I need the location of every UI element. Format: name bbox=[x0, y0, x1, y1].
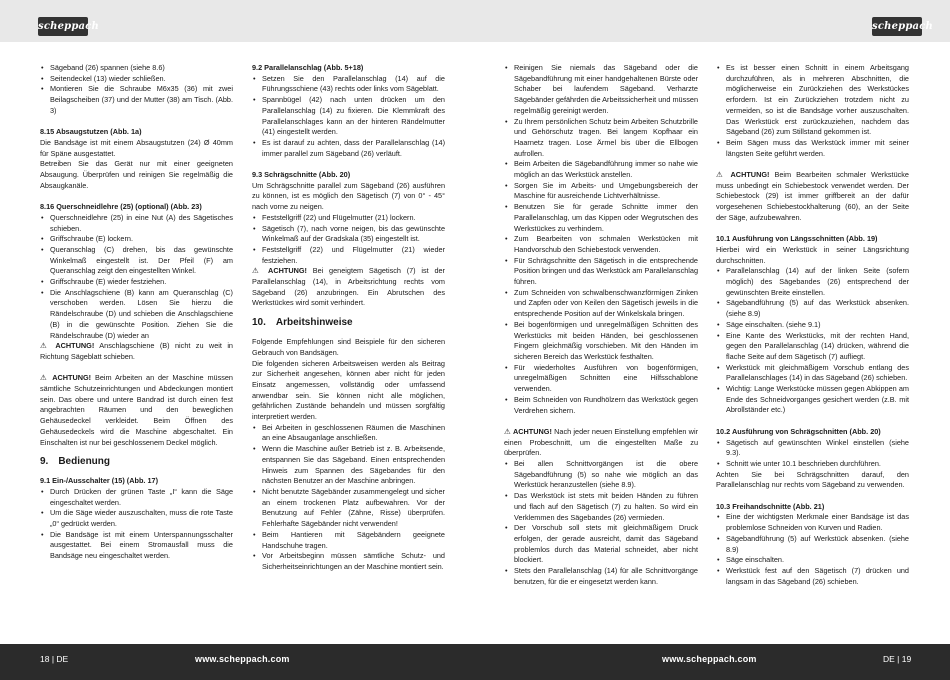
list-item: • Um die Säge wieder auszuschalten, muss die rote Taste „0“ gedrückt werden. bbox=[40, 508, 233, 529]
section-heading-10-3: 10.3 Freihandschnitte (Abb. 21) bbox=[716, 501, 825, 511]
list-item: • Das Werkstück ist stets mit beiden Händen zu führen und flach auf den Sägetisch (7) zu halten. So wird ein Verklemmen des Sägebandes (26) vermieden. bbox=[504, 491, 698, 523]
list-item: • Der Vorschub soll stets mit gleichmäßigem Druck erfolgen, der gerade ausreicht, damit das Sägeband problemlos durch das Material schneidet, aber nicht blockiert. bbox=[504, 523, 698, 566]
paragraph: Achten Sie bei Schrägschnitten darauf, den Parallelanschlag nur rechts vom Sägeband zu verwenden. bbox=[716, 469, 909, 490]
footer-bar bbox=[0, 644, 950, 680]
section-heading-10-2: 10.2 Ausführung von Schrägschnitten (Abb. 20) bbox=[716, 426, 881, 436]
list-item: • Schnitt wie unter 10.1 beschrieben durchführen. bbox=[716, 459, 909, 470]
list-item: • Sägeband (26) spannen (siehe 8.6) bbox=[40, 63, 233, 74]
warning-label: ACHTUNG! bbox=[55, 341, 95, 351]
list-item: • Es ist besser einen Schnitt in einem Arbeitsgang durchzuführen, als in mehreren Abschnitten, die möglicherweise ein Zurückziehen des Werkstückes erfordern. Ist ein Zurückziehen trotzdem nicht zu vermeiden, so ist die Bandsäge vorher auszuschalten. Das Werkstück erst zurückzuziehen, nachdem das Sägeband (26) zum Stillstand gekommen ist. bbox=[716, 63, 909, 138]
list-item: • Sägetisch auf gewünschten Winkel einstellen (siehe 9.3). bbox=[716, 438, 909, 459]
list-item: • Setzen Sie den Parallelanschlag (14) auf die Führungsschiene (43) rechts oder links vom Sägeblatt. bbox=[252, 74, 445, 95]
warning-icon: ⚠ bbox=[252, 266, 269, 276]
column-3 bbox=[504, 63, 698, 587]
list-item: • Eine der wichtigsten Merkmale einer Bandsäge ist das problemlose Schneiden von Kurven und Radien. bbox=[716, 512, 909, 533]
list-item: • Beim Arbeiten die Sägebandführung immer so nahe wie möglich an das Werkstück anstellen. bbox=[504, 159, 698, 180]
list-item: • Es ist darauf zu achten, dass der Parallelanschlag (14) immer parallel zum Sägeband (26) verläuft. bbox=[252, 138, 445, 159]
list-item: • Werkstück mit gleichmäßigem Vorschub entlang des Parallelanschlages (14) in das Sägeband (26) schieben. bbox=[716, 363, 909, 384]
paragraph: Hierbei wird ein Werkstück in seiner Längsrichtung durchschnitten. bbox=[716, 244, 909, 265]
list-item: • Bei Arbeiten in geschlossenen Räumen die Maschinen an eine Absauganlage anschließen. bbox=[252, 423, 445, 444]
list-item: • Montieren Sie die Schraube M6x35 (36) mit zwei Beilagscheiben (37) und der Mutter (38) am Tisch. (Abb. 3) bbox=[40, 84, 233, 116]
warning-label: ACHTUNG! bbox=[52, 373, 92, 383]
list-item: • Griffschraube (E) wieder festziehen. bbox=[40, 277, 233, 288]
warning-note bbox=[716, 170, 909, 224]
list-item: • Die Bandsäge ist mit einem Unterspannungsschalter ausgestattet. Bei einem Stromausfall muss die Bandsäge neu eingeschaltet werden. bbox=[40, 530, 233, 562]
website-link-left[interactable]: www.scheppach.com bbox=[195, 654, 290, 664]
column-2 bbox=[252, 63, 445, 573]
list-item: • Für wiederholtes Ausführen von bogenförmigen, unregelmäßigen Schnitten eine Hilfsschablone verwenden. bbox=[504, 363, 698, 395]
page-number-right: DE | 19 bbox=[883, 654, 912, 664]
warning-icon: ⚠ bbox=[504, 426, 513, 436]
list-item: • Sorgen Sie im Arbeits- und Umgebungsbereich der Maschine für ausreichende Lichtverhältnisse. bbox=[504, 181, 698, 202]
list-item: • Queranschlag (C) drehen, bis das gewünschte Winkelmaß eingestellt ist. Der Pfeil (F) am Queranschlag zeigt den eingestellten Winkel. bbox=[40, 245, 233, 277]
warning-icon: ⚠ bbox=[40, 341, 56, 351]
warning-text: Anschlagschiene (B) nicht zu weit in Richtung Sägeblatt schieben. bbox=[40, 341, 233, 361]
list-item: • Parallelanschlag (14) auf der linken Seite (sofern möglich) des Sägebandes (26) entsprechend der gewünschten Breite einstellen. bbox=[716, 266, 909, 298]
warning-label: ACHTUNG! bbox=[513, 426, 552, 436]
list-item: • Bei allen Schnittvorgängen ist die obere Sägebandführung (5) so nahe wie möglich an das Werkstück heranzustellen (siehe 8.9). bbox=[504, 459, 698, 491]
section-heading-9-1: 9.1 Ein-/Ausschalter (15) (Abb. 17) bbox=[40, 476, 158, 486]
list-item: • Durch Drücken der grünen Taste „I“ kann die Säge eingeschaltet werden. bbox=[40, 487, 233, 508]
list-item: • Eine Kante des Werkstücks, mit der rechten Hand, gegen den Parallelanschlag (14) drücken, während die flache Seite auf dem Sägetisch (7) aufliegt. bbox=[716, 331, 909, 363]
section-heading-8-16: 8.16 Querschneidlehre (25) (optional) (Abb. 23) bbox=[40, 202, 202, 212]
list-item: • Griffschraube (E) lockern. bbox=[40, 234, 233, 245]
brand-logo-right: scheppach bbox=[872, 17, 922, 36]
section-heading-9-3: 9.3 Schrägschnitte (Abb. 20) bbox=[252, 170, 351, 180]
column-1 bbox=[40, 63, 233, 562]
page-number-left: 18 | DE bbox=[40, 654, 69, 664]
chapter-heading-10: 10. Arbeitshinweise bbox=[252, 317, 353, 329]
paragraph: Folgende Empfehlungen sind Beispiele für den sicheren Gebrauch von Bandsägen. bbox=[252, 337, 445, 357]
warning-label: ACHTUNG! bbox=[268, 266, 307, 276]
section-heading-9-2: 9.2 Parallelanschlag (Abb. 5+18) bbox=[252, 63, 364, 72]
list-item: • Zum Bearbeiten von schmalen Werkstücken mit Handvorschub den Schiebestock verwenden. bbox=[504, 234, 698, 255]
list-item: • Spannbügel (42) nach unten drücken um den Parallelanschlag (14) zu fixieren. Die Klemmkraft des Parallelanschlages kann an der hinteren Rändelmutter (41) eingestellt werden. bbox=[252, 95, 445, 138]
list-item: • Beim Hantieren mit Sägebändern geeignete Handschuhe tragen. bbox=[252, 530, 445, 551]
list-item: • Stets den Parallelanschlag (14) für alle Schnittvorgänge benutzen, für die er eingesetzt werden kann. bbox=[504, 566, 698, 587]
list-item: • Zu Ihrem persönlichen Schutz beim Arbeiten Schutzbrille und Gehörschutz tragen. Bei langem Kopfhaar ein Haarnetz tragen. Lose Ärmel bis über die Ellbogen aufrollen. bbox=[504, 117, 698, 160]
list-item: • Säge einschalten. (siehe 9.1) bbox=[716, 320, 909, 331]
list-item: • Wichtig: Lange Werkstücke müssen gegen Abkippen am Ende des Schneidvorganges gesichert werden (z.B. mit Abrollständer etc.) bbox=[716, 384, 909, 416]
warning-text: Beim Bearbeiten schmaler Werkstücke muss unbedingt ein Schiebestock verwendet werden. Der Schiebestock (29) ist immer griffbereit an der dafür vorgesehenen Schiebestockhalterung (60), an der Seite der Säge, aufzubewahren. bbox=[716, 170, 909, 222]
header-bar bbox=[0, 0, 950, 42]
warning-icon: ⚠ bbox=[716, 170, 731, 180]
paragraph: Die Bandsäge ist mit einem Absaugstutzen (24) Ø 40mm für Späne ausgestattet. bbox=[40, 137, 233, 158]
list-item: • Beim Schneiden von Rundhölzern das Werkstück gegen Verdrehen sichern. bbox=[504, 395, 698, 416]
paragraph: Betreiben Sie das Gerät nur mit einer geeigneten Absaugung. Überprüfen und reinigen Sie regelmäßig die Absaugkanäle. bbox=[40, 159, 233, 190]
list-item: • Wenn die Maschine außer Betrieb ist z. B. Arbeitsende, entspannen Sie das Sägeband. Einen entsprechenden Hinweis zum Spannen des Sägebandes für den nächsten Benutzer an der Maschine anbringen. bbox=[252, 444, 445, 487]
section-heading-8-15: 8.15 Absaugstutzen (Abb. 1a) bbox=[40, 127, 142, 137]
list-item: • Zum Schneiden von schwalbenschwanzförmigen Zinken und Zapfen oder von Keilen den Sägetisch jeweils in die entsprechende Position auf der Winkelskala bringen. bbox=[504, 288, 698, 320]
section-heading-10-1: 10.1 Ausführung von Längsschnitten (Abb. 19) bbox=[716, 234, 878, 244]
list-item: • Querschneidlehre (25) in eine Nut (A) des Sägetisches schieben. bbox=[40, 213, 233, 234]
warning-note bbox=[252, 266, 445, 309]
warning-text: Beim Arbeiten an der Maschine müssen sämtliche Schutzeinrichtungen und Abdeckungen montiert sein. Das obere und untere Bandrad ist durch einen fest angebrachten Räumen und den beweglichen Gehäusedeckel verkleidet. Beim Öffnen des Gehäusedeckels wird die Maschine abgeschaltet. Ein Einschalten ist nur bei geschlossenem Deckel möglich. bbox=[40, 373, 233, 447]
list-item: • Sägetisch (7), nach vorne neigen, bis das gewünschte Winkelmaß auf der Gradskala (35) eingestellt ist. bbox=[252, 224, 445, 245]
chapter-heading-9: 9. Bedienung bbox=[40, 456, 111, 468]
list-item: • Bei bogenförmigen und unregelmäßigen Schnitten des Werkstücks mit beiden Händen, bei geschlossenen Fingern gleichmäßig vorschieben. Mit den Händen im sicheren Bereich das Werkstück festhalten. bbox=[504, 320, 698, 363]
list-item: • Die Anschlagschiene (B) kann am Queranschlag (C) verschoben werden. Lösen Sie hierzu die Rändelschraube (D) und schieben die Anschlagschiene (B) in die gewünschte Position. Ziehen Sie die Rändelschraube (D) wieder an bbox=[40, 288, 233, 342]
brand-logo-left: scheppach bbox=[38, 17, 88, 36]
list-item: • Benutzen Sie für gerade Schnitte immer den Parallelanschlag, um das Kippen oder Wegrutschen des Werkstückes zu verhindern. bbox=[504, 202, 698, 234]
paragraph: Die folgenden sicheren Arbeitsweisen werden als Beitrag zur Sicherheit angesehen, können aber nicht für jeden Einsatz angemessen, vollständig oder umfassend anwendbar sein. Sie können nicht alle möglichen, gefährlichen Zustände behandeln und müssen sorgfältig interpretiert werden. bbox=[252, 358, 445, 422]
list-item: • Säge einschalten. bbox=[716, 555, 909, 566]
warning-note bbox=[40, 373, 233, 448]
list-item: • Seitendeckel (13) wieder schließen. bbox=[40, 74, 233, 85]
list-item: • Werkstück fest auf den Sägetisch (7) drücken und langsam in das Sägeband (26) schieben. bbox=[716, 566, 909, 587]
paragraph: Um Schrägschnitte parallel zum Sägeband (26) ausführen zu können, ist es möglich den Sägetisch (7) von 0° - 45° nach vorne zu neigen. bbox=[252, 180, 445, 212]
column-4 bbox=[716, 63, 909, 587]
list-item: • Für Schrägschnitte den Sägetisch in die entsprechende Position bringen und das Werkstück am Parallelanschlag führen. bbox=[504, 256, 698, 288]
warning-note bbox=[504, 427, 698, 459]
list-item: • Sägebandführung (5) auf das Werkstück absenken. (siehe 8.9) bbox=[716, 298, 909, 319]
list-item: • Vor Arbeitsbeginn müssen sämtliche Schutz- und Sicherheitseinrichtungen an der Maschine montiert sein. bbox=[252, 551, 445, 572]
warning-icon: ⚠ bbox=[40, 373, 53, 383]
list-item: • Feststellgriff (22) und Flügelmutter (21) lockern. bbox=[252, 213, 445, 224]
warning-label: ACHTUNG! bbox=[730, 170, 770, 180]
warning-note bbox=[40, 341, 233, 362]
warning-text: Nach jeder neuen Einstellung empfehlen wir einen Probeschnitt, um die eingestellten Maße zu überprüfen. bbox=[504, 426, 698, 458]
list-item: • Reinigen Sie niemals das Sägeband oder die Sägebandführung mit einer handgehaltenen Bürste oder Schaber bei laufendem Sägeband. Verharzte Sägebänder gefährden die Arbeitssicherheit und müssen regelmäßig gereinigt werden. bbox=[504, 63, 698, 117]
list-item: • Beim Sägen muss das Werkstück immer mit seiner längsten Seite geführt werden. bbox=[716, 138, 909, 159]
list-item: • Nicht benutzte Sägebänder zusammengelegt und sicher an einem trockenen Platz aufbewahren. Vor der Benutzung auf Fehler (Zähne, Risse) überprüfen. Fehlerhafte Sägebänder nicht verwenden! bbox=[252, 487, 445, 530]
list-item: • Feststellgriff (22) und Flügelmutter (21) wieder festziehen. bbox=[252, 245, 445, 266]
warning-text: Bei geneigtem Sägetisch (7) ist der Parallelanschlag (14), in Arbeitsrichtung rechts vom Sägeband (26) anzubringen. Ein Abrutschen des Werkstückes wird somit verhindert. bbox=[252, 266, 445, 308]
website-link-right[interactable]: www.scheppach.com bbox=[662, 654, 757, 664]
list-item: • Sägebandführung (5) auf Werkstück absenken. (siehe 8.9) bbox=[716, 534, 909, 555]
